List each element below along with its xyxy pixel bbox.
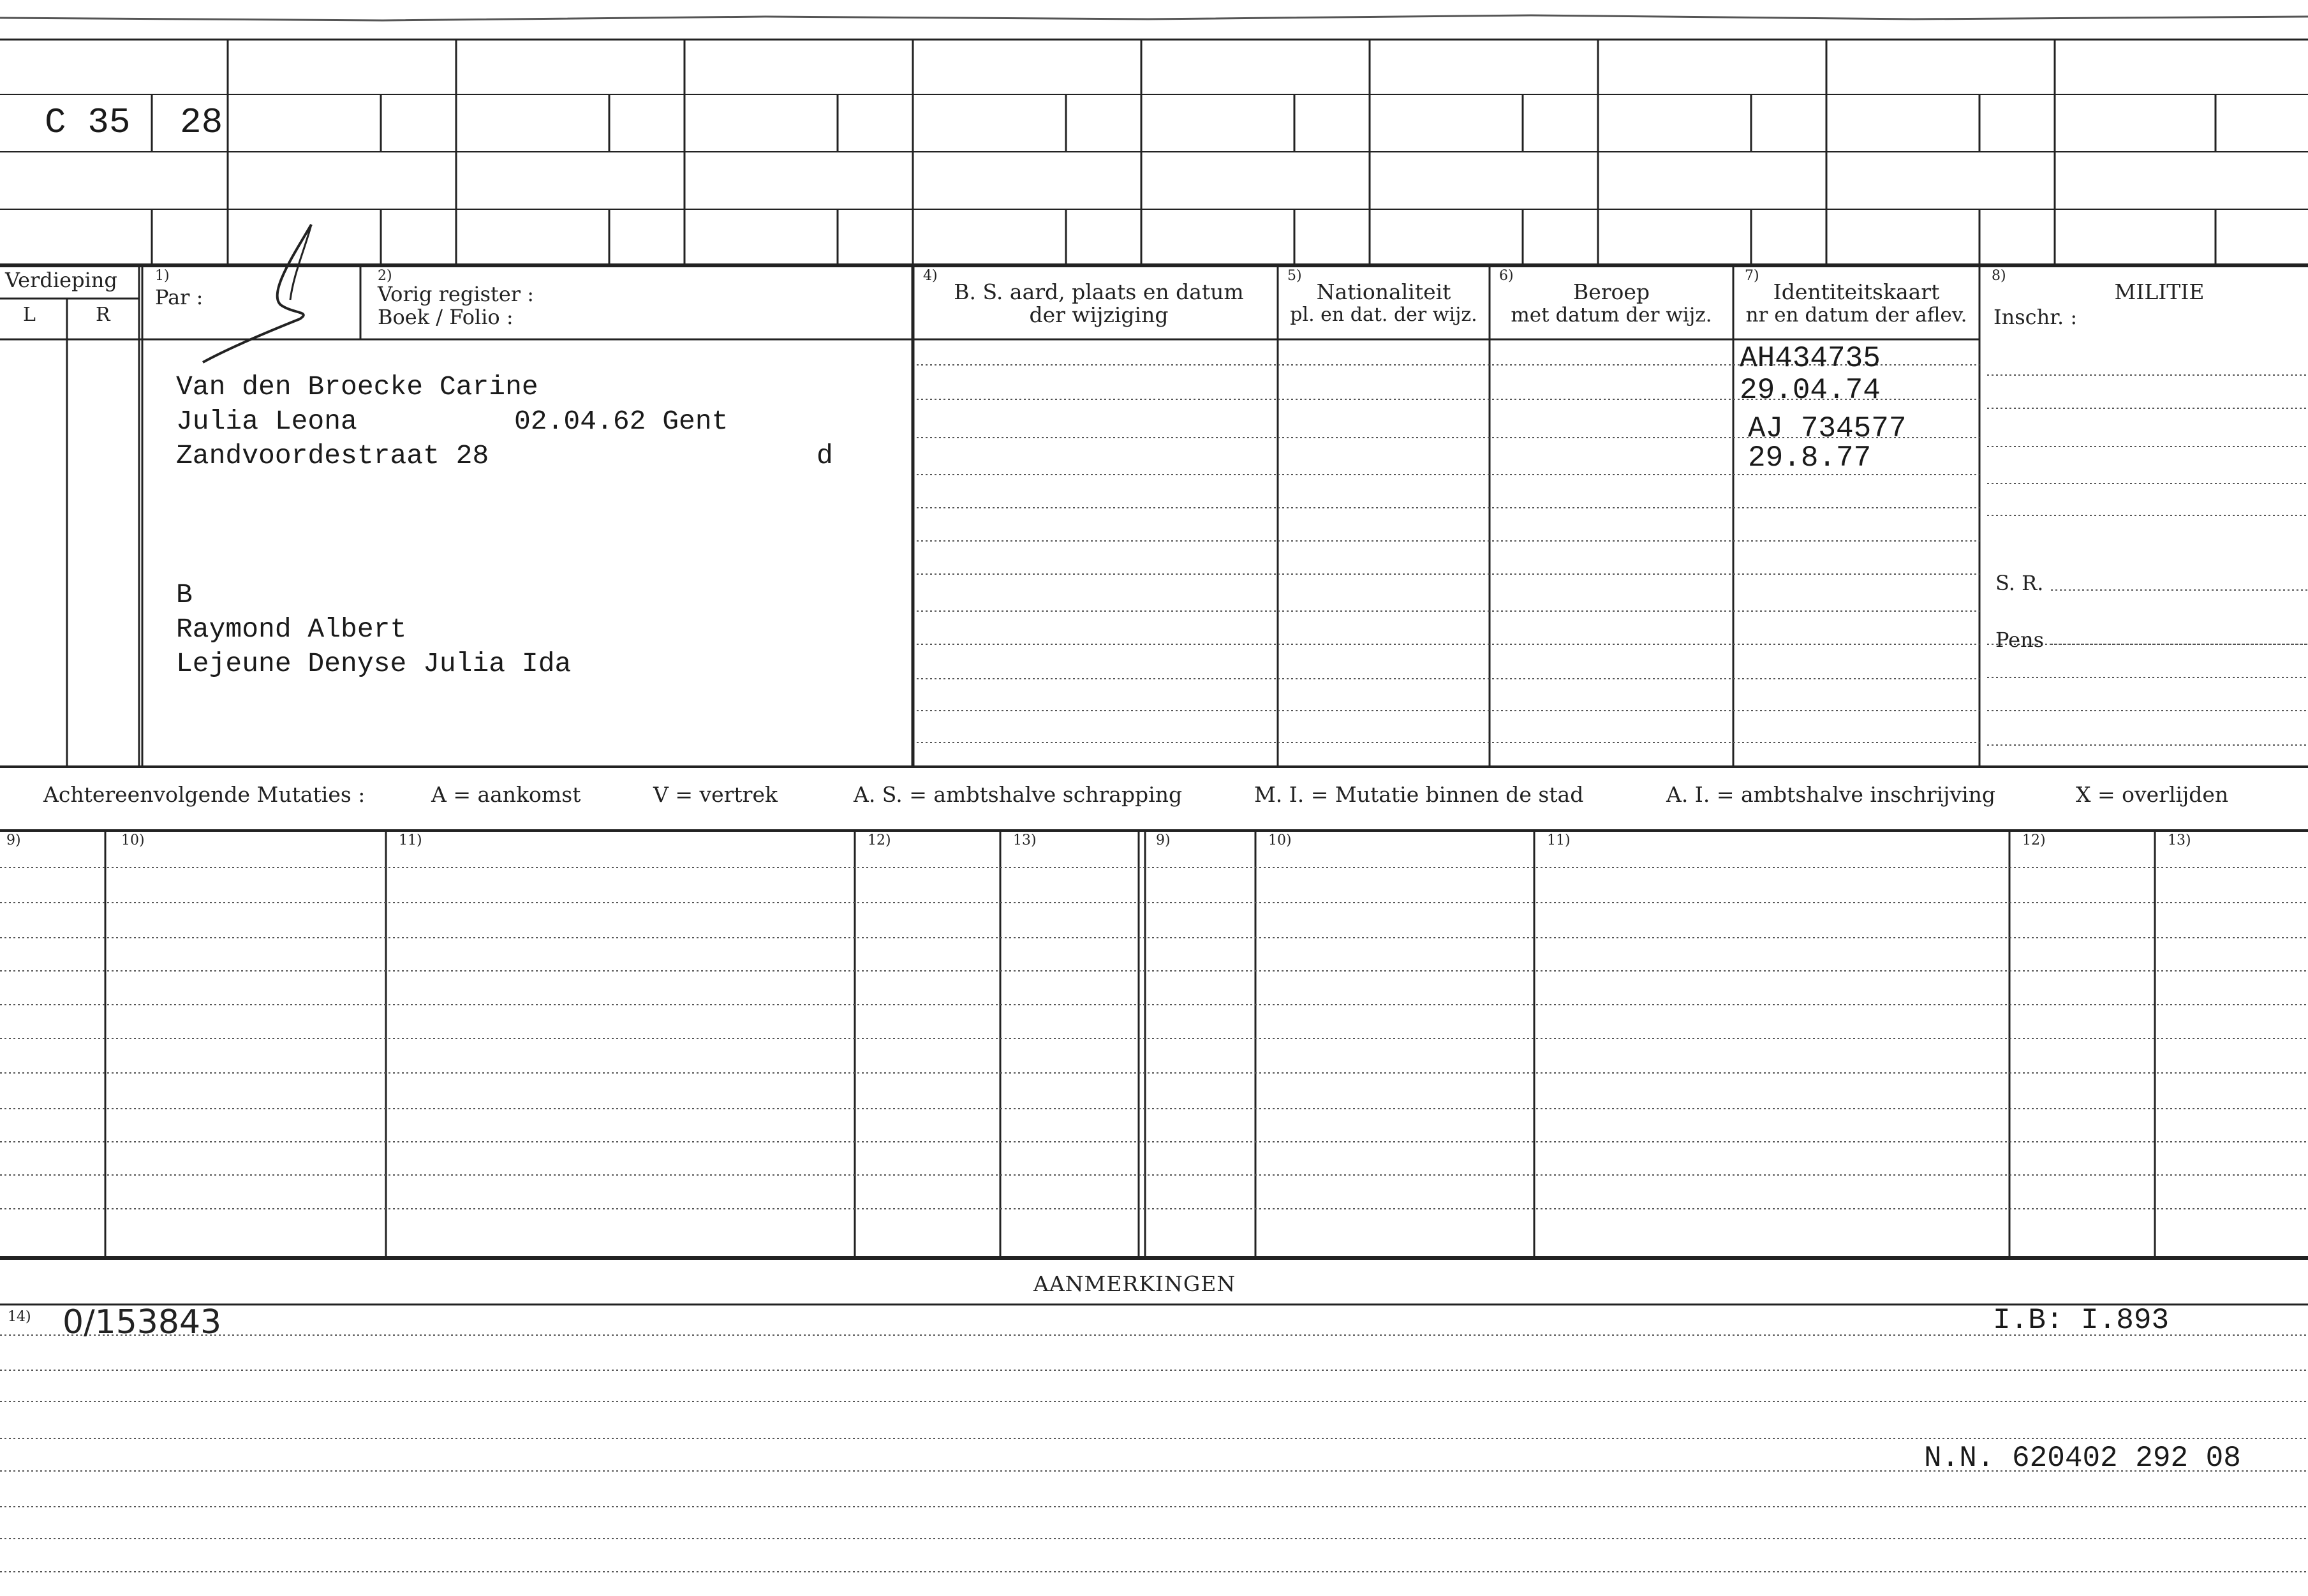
boek-folio-label: Boek / Folio : [378, 305, 514, 329]
remarks-number: 14) [8, 1309, 31, 1325]
id-header-line2: nr en datum der aflev. [1745, 304, 1967, 327]
mutation-col-9: 9) [6, 832, 21, 848]
col6-number: 6) [1499, 268, 1514, 284]
mutation-col-13: 13) [1013, 832, 1037, 848]
legend-ambtshalve-schrapping: A. S. = ambtshalve schrapping [854, 782, 1183, 807]
mutation-col-11b: 11) [1547, 832, 1571, 848]
legend-overlijden: X = overlijden [2076, 782, 2229, 807]
mutation-col-10: 10) [121, 832, 145, 848]
remarks-nn: N.N. 620402 292 08 [1924, 1442, 2241, 1475]
person-birth: 02.04.62 Gent [514, 406, 729, 437]
id-card-2-number: AJ 734577 [1748, 412, 1907, 445]
remarks-ib: I.B: I.893 [1993, 1304, 2170, 1337]
mutation-col-12b: 12) [2022, 832, 2046, 848]
bs-header-line2: der wijziging [1029, 302, 1169, 327]
id-header-line1: Identiteitskaart [1773, 279, 1940, 304]
legend-aankomst: A = aankomst [431, 782, 581, 807]
id-card-1-date: 29.04.74 [1740, 374, 1881, 407]
beroep-header-line2: met datum der wijz. [1511, 304, 1712, 327]
c-label: C 35 [45, 102, 131, 143]
mutation-col-9b: 9) [1156, 832, 1171, 848]
torn-edge [0, 15, 2308, 20]
id-card-1-number: AH434735 [1740, 342, 1881, 375]
col1-number: 1) [155, 268, 170, 284]
beroep-header-line1: Beroep [1572, 279, 1650, 304]
parents-name: Lejeune Denyse Julia Ida [176, 648, 572, 679]
inschr-label: Inschr. : [1994, 305, 2078, 329]
l-label: L [23, 304, 36, 326]
col7-number: 7) [1745, 268, 1759, 284]
person-name-line1: Van den Broecke Carine [176, 371, 538, 403]
spouse-name: Raymond Albert [176, 614, 407, 645]
bs-header-line1: B. S. aard, plaats en datum [954, 279, 1244, 304]
register-number: 28 [180, 102, 223, 143]
b-label: B [176, 579, 193, 610]
top-register-grid [0, 40, 2308, 265]
verdieping-label: Verdieping [5, 268, 117, 292]
col4-number: 4) [923, 268, 938, 284]
par-label: Par : [155, 285, 203, 309]
legend-vertrek: V = vertrek [653, 782, 778, 807]
person-marker: d [817, 440, 833, 471]
col8-number: 8) [1992, 268, 2006, 284]
person-name-line2: Julia Leona [176, 406, 357, 437]
dotted-rows-mutations [0, 868, 2308, 1209]
vorig-register-label: Vorig register : [378, 282, 535, 306]
person-address: Zandvoordestraat 28 [176, 440, 489, 471]
col2-number: 2) [378, 268, 392, 284]
legend-mutatie-binnen-stad: M. I. = Mutatie binnen de stad [1254, 782, 1584, 807]
par-signature-stroke [290, 225, 311, 300]
legend-ambtshalve-inschrijving: A. I. = ambtshalve inschrijving [1666, 782, 1996, 807]
remarks-reference: 0/153843 [63, 1303, 222, 1341]
mutations-grid [105, 831, 2155, 1258]
nationality-header-line2: pl. en dat. der wijz. [1290, 304, 1477, 326]
col5-number: 5) [1287, 268, 1302, 284]
mutation-col-12: 12) [868, 832, 891, 848]
mutations-title: Achtereenvolgende Mutaties : [43, 782, 366, 807]
r-label: R [96, 304, 110, 326]
par-signature [203, 225, 311, 362]
mutation-col-10b: 10) [1268, 832, 1292, 848]
id-card-2-date: 29.8.77 [1748, 441, 1872, 475]
pens-label: Pens [1995, 628, 2045, 652]
nationality-header-line1: Nationaliteit [1316, 279, 1451, 304]
militie-header: MILITIE [2114, 279, 2205, 304]
mutation-col-11: 11) [399, 832, 422, 848]
remarks-title: AANMERKINGEN [1033, 1271, 1236, 1296]
mutation-col-13b: 13) [2168, 832, 2191, 848]
sr-label: S. R. [1995, 571, 2044, 595]
dotted-rows-upper [917, 365, 2308, 745]
